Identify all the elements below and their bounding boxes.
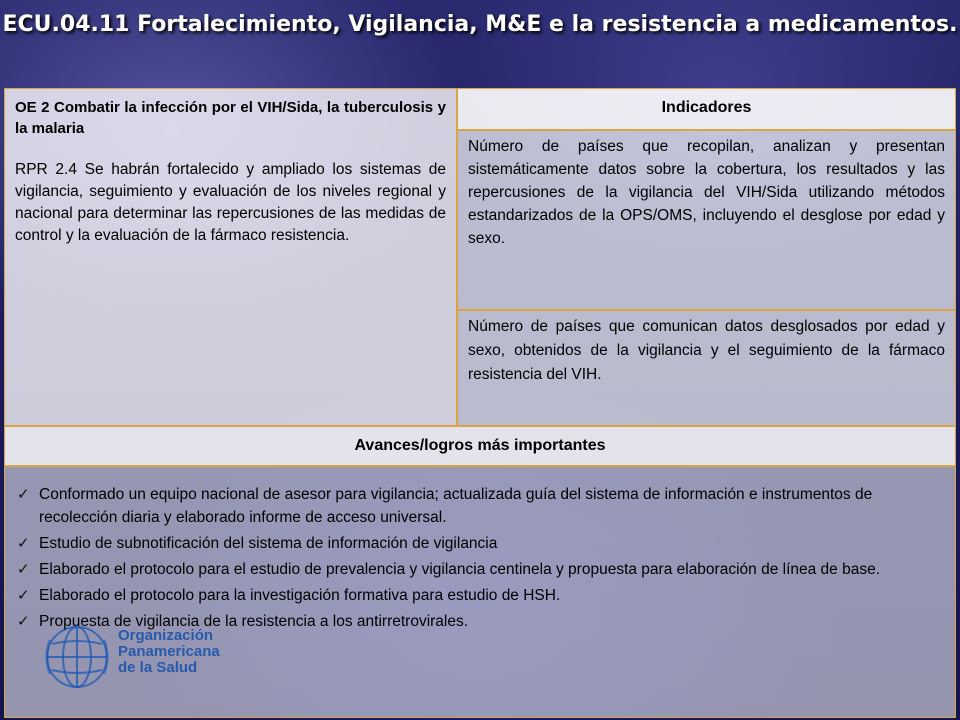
list-item — [17, 558, 947, 581]
expected-result-text: RPR 2.4 Se habrán fortalecido y ampliado los sistemas de vigilancia, seguimiento y evaluación de los niveles regional y nacional para determinar las repercusiones de las medidas de control y la evaluación de la fármaco resistencia. — [15, 161, 446, 244]
list-item-text: Elaborado el protocolo para la investigación formativa para estudio de HSH. — [39, 587, 561, 604]
list-item — [17, 610, 947, 633]
achievements-header: Avances/logros más importantes — [4, 426, 956, 466]
strategic-objective-text: OE 2 Combatir la infección por el VIH/Sida, la tuberculosis y la malaria — [15, 99, 446, 137]
list-item — [17, 584, 947, 607]
indicators-header: Indicadores — [457, 88, 956, 130]
checkmark-icon: ✓ — [17, 561, 30, 578]
indicator-cell-2 — [457, 310, 956, 426]
list-item — [17, 532, 947, 555]
logo-line: Organización — [118, 627, 214, 644]
checkmark-icon: ✓ — [17, 486, 30, 503]
logo-line: de la Salud — [118, 659, 198, 676]
objective-cell — [4, 88, 457, 426]
list-item-text: Elaborado el protocolo para el estudio de prevalencia y vigilancia centinela y propuesta para elaboración de línea de base. — [39, 561, 881, 578]
achievements-list — [17, 483, 947, 633]
checkmark-icon: ✓ — [17, 535, 30, 552]
list-item-text: Conformado un equipo nacional de asesor para vigilancia; actualizada guía del sistema de información e instrumentos de recolección diaria y elaborado informe de acceso universal. — [39, 486, 873, 526]
list-item-text: Estudio de subnotificación del sistema de información de vigilancia — [39, 535, 498, 552]
slide-title: ECU.04.11 Fortalecimiento, Vigilancia, M&E e la resistencia a medicamentos. — [2, 12, 958, 37]
logo-line: Panamericana — [118, 643, 220, 660]
indicator-text: Número de países que comunican datos desglosados por edad y sexo, obtenidos de la vigilancia y el seguimiento de la fármaco resistencia del VIH. — [468, 318, 945, 383]
list-item-text: Propuesta de vigilancia de la resistencia a los antirretrovirales. — [39, 613, 469, 630]
indicator-text: Número de países que recopilan, analizan y presentan sistemáticamente datos sobre la cobertura, los resultados y las repercusiones de la vigilancia del VIH/Sida utilizando métodos estandarizados de la OPS/OMS, incluyendo el desglose por edad y sexo. — [468, 138, 945, 247]
list-item — [17, 483, 947, 529]
checkmark-icon: ✓ — [17, 587, 30, 604]
indicator-cell-1 — [457, 130, 956, 310]
checkmark-icon: ✓ — [17, 613, 30, 630]
logo-text — [118, 628, 248, 676]
